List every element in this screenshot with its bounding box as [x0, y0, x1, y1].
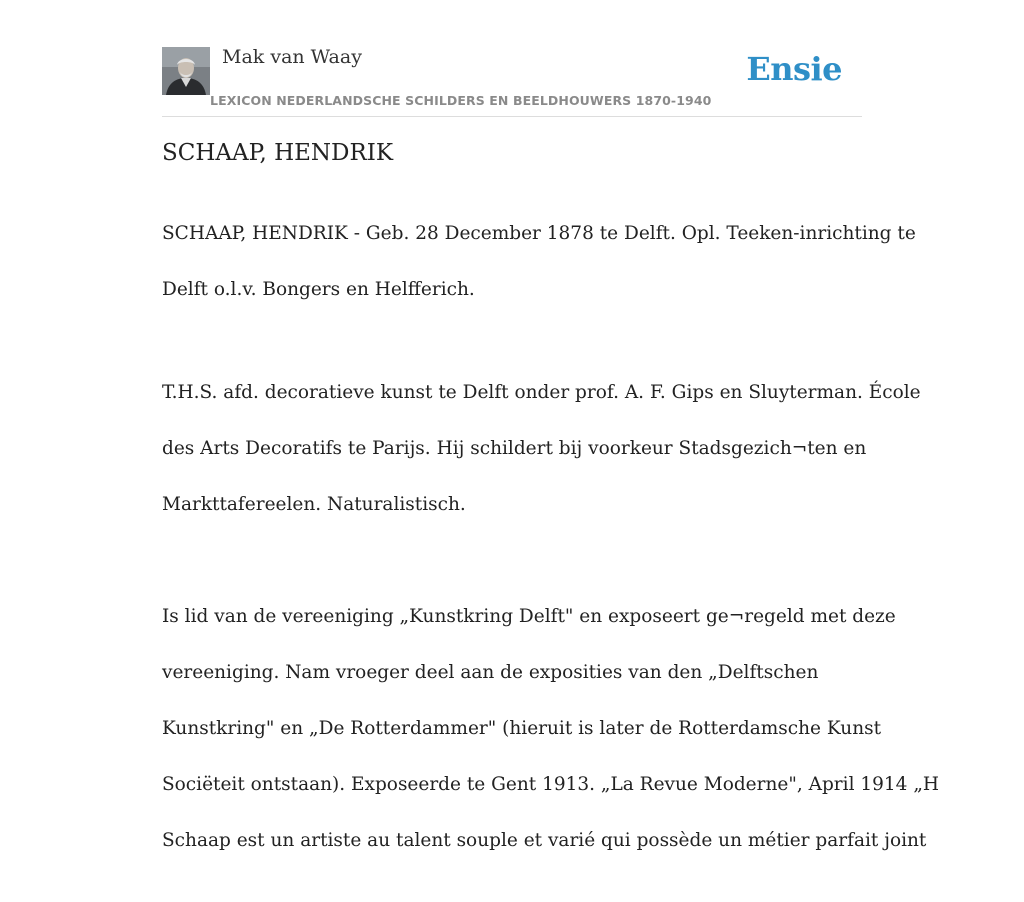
text-line-spacer: [162, 547, 862, 575]
text-line: des Arts Decoratifs te Parijs. Hij schildert bij voorkeur Stadsgezich¬ten en: [162, 438, 867, 459]
article-body: [162, 192, 940, 902]
text-line: Is lid van de vereeniging „Kunstkring Delft" en exposeert ge¬regeld met deze: [162, 606, 896, 627]
text-line: vereeniging. Nam vroeger deel aan de exposities van den „Delftschen: [162, 662, 819, 683]
article-paragraph: [162, 351, 940, 883]
page-title: SCHAAP, HENDRIK: [162, 140, 394, 166]
avatar[interactable]: [162, 47, 210, 95]
text-line: Delft o.l.v. Bongers en Helfferich.: [162, 279, 475, 300]
ensie-logo[interactable]: Ensie: [746, 50, 842, 88]
text-line: Sociëteit ontstaan). Exposeerde te Gent 1913. „La Revue Moderne", April 1914 „H: [162, 774, 940, 795]
article-paragraph: [162, 192, 916, 332]
source-title[interactable]: LEXICON NEDERLANDSCHE SCHILDERS EN BEELDHOUWERS 1870-1940: [210, 93, 712, 108]
author-name[interactable]: Mak van Waay: [222, 46, 362, 68]
text-line: Schaap est un artiste au talent souple et varié qui possède un métier parfait joint: [162, 830, 927, 851]
text-line: T.H.S. afd. decoratieve kunst te Delft onder prof. A. F. Gips en Sluyterman. École: [162, 382, 921, 403]
text-line: SCHAAP, HENDRIK - Geb. 28 December 1878 te Delft. Opl. Teeken-inrichting te: [162, 223, 916, 244]
header: [162, 0, 862, 117]
text-line: Kunstkring" en „De Rotterdammer" (hieruit is later de Rotterdamsche Kunst: [162, 718, 882, 739]
text-line: Markttafereelen. Naturalistisch.: [162, 494, 466, 515]
author-portrait-icon: [162, 47, 210, 95]
